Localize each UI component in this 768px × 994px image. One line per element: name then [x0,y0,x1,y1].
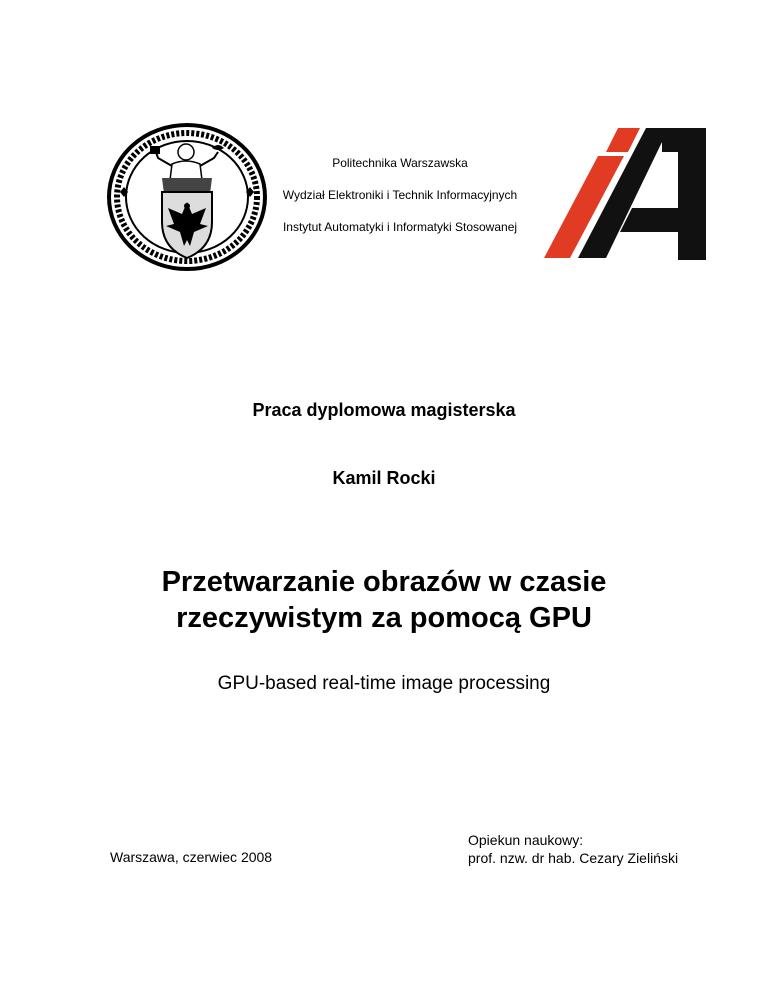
faculty-name: Wydział Elektroniki i Technik Informacyjnych [282,188,518,202]
author-name: Kamil Rocki [332,468,436,488]
thesis-type: Praca dyplomowa magisterska [252,400,516,420]
university-seal-logo [106,122,268,272]
place-date: Warszawa, czerwiec 2008 [110,849,273,865]
supervisor-name: prof. nzw. dr hab. Cezary Zieliński [468,850,679,866]
thesis-title-line-2: rzeczywistym za pomocą GPU [176,602,592,634]
supervisor-block [468,831,678,867]
thesis-title [0,564,768,636]
ia-institute-logo [544,128,706,260]
supervisor-label: Opiekun naukowy: [468,832,584,848]
thesis-subtitle: GPU-based real-time image processing [217,673,551,694]
institute-name: Instytut Automatyki i Informatyki Stosowanej [282,220,518,234]
university-name: Politechnika Warszawska [332,156,468,170]
thesis-title-line-1: Przetwarzanie obrazów w czasie [161,566,607,598]
